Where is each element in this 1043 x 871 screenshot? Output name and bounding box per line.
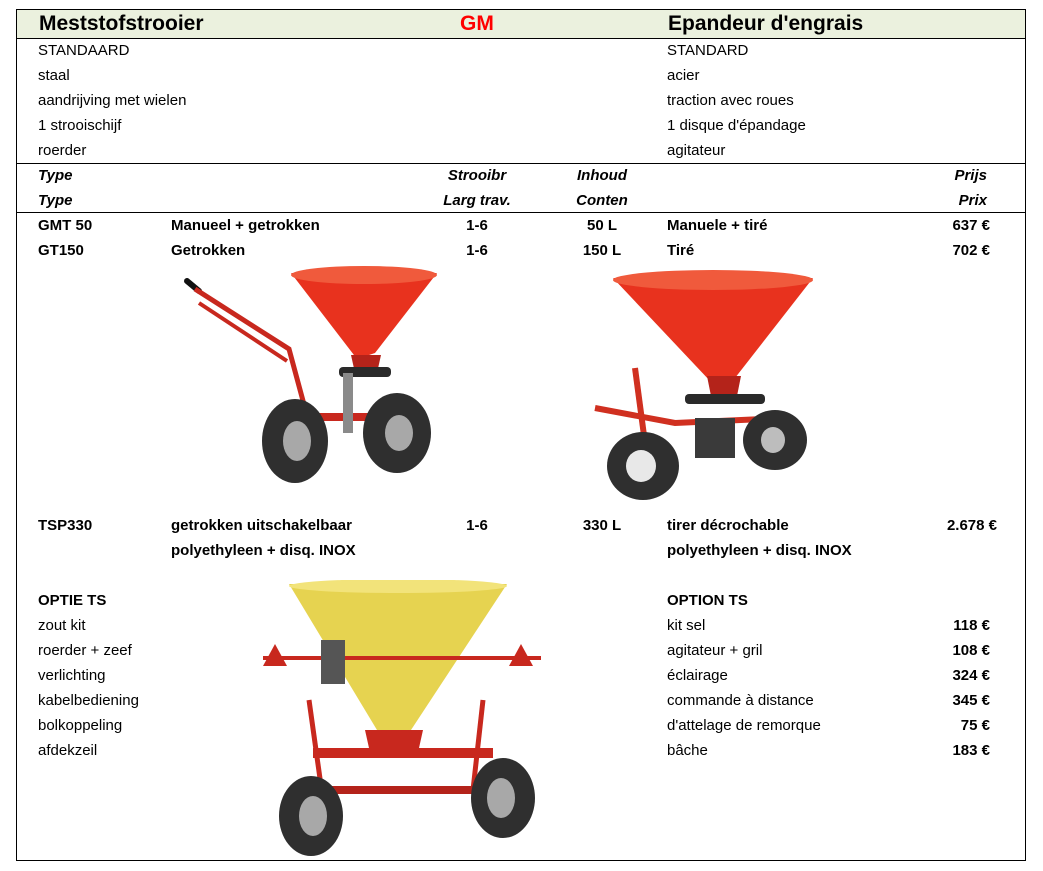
col-capacity-nl: Inhoud xyxy=(577,167,627,184)
model-desc-fr-2: polyethyleen + disq. INOX xyxy=(667,542,852,559)
spec-fr-item: 1 disque d'épandage xyxy=(667,117,806,134)
col-type-nl: Type xyxy=(38,167,73,184)
col-type-fr: Type xyxy=(38,192,73,209)
model-type: GMT 50 xyxy=(38,217,93,234)
divider xyxy=(17,163,1025,164)
header-bar xyxy=(17,10,1025,39)
option-nl: zout kit xyxy=(38,617,86,634)
col-width-nl: Strooibr xyxy=(447,167,507,184)
option-nl: kabelbediening xyxy=(38,692,139,709)
title-nl: Meststofstrooier xyxy=(39,12,204,35)
spec-fr-item: STANDARD xyxy=(667,42,749,59)
gt150-spreader-image xyxy=(585,268,817,503)
col-price-fr: Prix xyxy=(958,192,987,209)
brand-label: GM xyxy=(460,12,494,35)
divider xyxy=(17,212,1025,213)
option-fr: commande à distance xyxy=(667,692,814,709)
spec-nl-item: STANDAARD xyxy=(38,42,130,59)
option-price: 75 € xyxy=(960,717,990,734)
model-desc-nl-2: polyethyleen + disq. INOX xyxy=(171,542,356,559)
model-width: 1-6 xyxy=(466,242,488,259)
spec-nl-item: 1 strooischijf xyxy=(38,117,122,134)
col-width-fr: Larg trav. xyxy=(443,192,511,209)
spec-nl-item: roerder xyxy=(38,142,87,159)
model-width: 1-6 xyxy=(466,517,488,534)
spec-fr-item: agitateur xyxy=(667,142,726,159)
option-fr: kit sel xyxy=(667,617,706,634)
option-nl: bolkoppeling xyxy=(38,717,123,734)
option-nl: verlichting xyxy=(38,667,106,684)
options-title-fr: OPTION TS xyxy=(667,592,748,609)
model-desc-nl: Getrokken xyxy=(171,242,246,259)
model-type: GT150 xyxy=(38,242,84,259)
option-price: 324 € xyxy=(952,667,990,684)
model-desc-nl: Manueel + getrokken xyxy=(171,217,320,234)
option-fr: agitateur + gril xyxy=(667,642,763,659)
option-nl: afdekzeil xyxy=(38,742,98,759)
model-desc-fr: Manuele + tiré xyxy=(667,217,768,234)
gmt50-spreader-image xyxy=(169,263,437,501)
spec-nl-item: staal xyxy=(38,67,70,84)
model-desc-fr: tirer décrochable xyxy=(667,517,789,534)
option-fr: d'attelage de remorque xyxy=(667,717,821,734)
col-price-nl: Prijs xyxy=(954,167,987,184)
model-desc-fr: Tiré xyxy=(667,242,695,259)
option-price: 118 € xyxy=(953,617,990,634)
model-price: 2.678 € xyxy=(946,517,997,534)
model-capacity: 50 L xyxy=(586,217,617,234)
model-price: 637 € xyxy=(952,217,990,234)
spec-fr-item: traction avec roues xyxy=(667,92,794,109)
option-fr: bâche xyxy=(667,742,708,759)
tsp330-spreader-image xyxy=(253,580,545,858)
spec-nl-item: aandrijving met wielen xyxy=(38,92,187,109)
options-title-nl: OPTIE TS xyxy=(38,592,107,609)
option-price: 108 € xyxy=(952,642,990,659)
model-capacity: 150 L xyxy=(582,242,622,259)
model-width: 1-6 xyxy=(466,217,488,234)
option-price: 345 € xyxy=(952,692,990,709)
option-price: 183 € xyxy=(952,742,990,759)
spec-fr-item: acier xyxy=(667,67,700,84)
price-sheet xyxy=(16,9,1026,861)
model-desc-nl: getrokken uitschakelbaar xyxy=(171,517,352,534)
model-capacity: 330 L xyxy=(582,517,622,534)
option-nl: roerder + zeef xyxy=(38,642,132,659)
title-fr: Epandeur d'engrais xyxy=(668,12,864,35)
model-price: 702 € xyxy=(952,242,990,259)
option-fr: éclairage xyxy=(667,667,728,684)
model-type: TSP330 xyxy=(38,517,93,534)
col-capacity-fr: Conten xyxy=(576,192,628,209)
